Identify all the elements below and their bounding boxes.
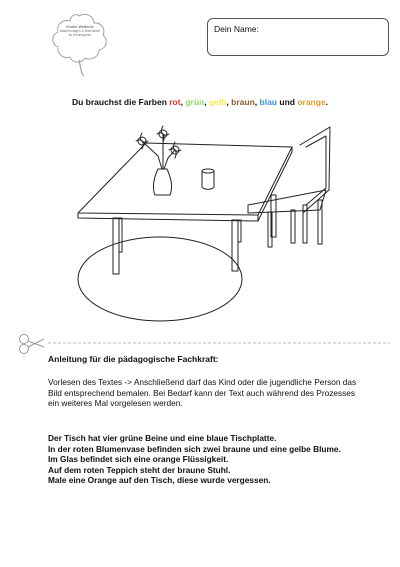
colors-instruction <box>0 97 400 107</box>
name-field[interactable] <box>207 18 389 56</box>
story-text <box>48 433 368 486</box>
logo-line-1: Kinder Welterbe <box>66 25 94 29</box>
color-words <box>169 97 328 107</box>
story-line: Im Glas befindet sich eine orange Flüssigkeit. <box>48 454 229 465</box>
story-line: Auf dem roten Teppich steht der braune Stuhl. <box>48 464 231 475</box>
color-separator: , <box>180 97 186 107</box>
color-word-rot: rot <box>169 97 181 107</box>
name-field-label: Dein Name: <box>214 24 259 34</box>
color-word-orange: orange <box>297 97 326 107</box>
cut-line <box>18 330 390 356</box>
coloring-drawing <box>0 115 400 325</box>
color-word-braun: braun <box>231 97 255 107</box>
chair <box>248 127 330 247</box>
glass <box>202 169 214 189</box>
flower-vase <box>136 126 181 195</box>
color-separator: . <box>325 97 329 107</box>
logo-text <box>58 25 102 37</box>
color-separator: , <box>204 97 209 107</box>
story-line: In der roten Blumenvase befinden sich zwei braune und eine gelbe Blume. <box>48 443 341 454</box>
story-line: Male eine Orange auf den Tisch, diese wurde vergessen. <box>48 475 271 486</box>
color-word-gelb: gelb <box>208 97 227 107</box>
colors-prefix: Du brauchst die Farben <box>71 97 170 107</box>
guidance-text: Vorlesen des Textes -> Anschließend darf das Kind oder die jugendliche Person das Bild entsprechend bemalen. Bei Bedarf kann der Text auch während des Prozesses ein weiteres Mal vorgelesen werden. <box>48 377 357 408</box>
story-line: Der Tisch hat vier grüne Beine und eine blaue Tischplatte. <box>48 433 277 443</box>
color-separator: , <box>254 97 260 107</box>
logo-line-2: Bastelvorlagen & Materialien <box>59 29 101 33</box>
flower-logo-icon <box>48 10 110 80</box>
color-separator: , <box>226 97 232 107</box>
carpet <box>78 237 242 321</box>
scissors-icon <box>20 335 45 354</box>
logo-line-3: für Kindergarten <box>68 33 92 37</box>
color-separator: und <box>277 97 298 107</box>
guidance-heading: Anleitung für die pädagogische Fachkraft: <box>48 354 219 364</box>
color-word-blau: blau <box>259 97 278 107</box>
color-word-grün: grün <box>185 97 205 107</box>
table <box>78 143 292 274</box>
